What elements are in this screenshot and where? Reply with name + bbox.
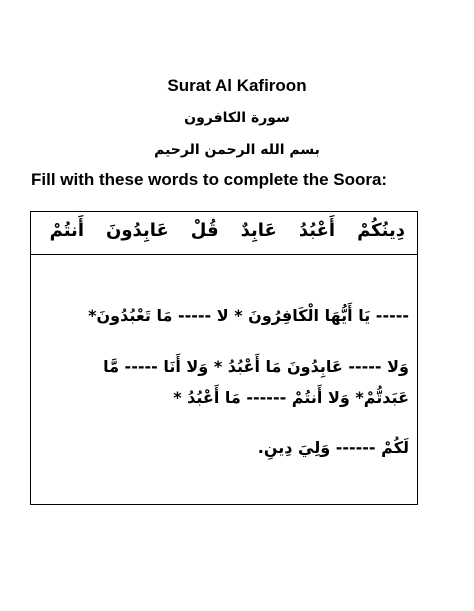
- word-bank: [50, 220, 405, 241]
- verse-line: ----- يَا أَيُّهَا الْكَافِرُونَ * لا ----- مَا تَعْبُدُونَ*: [88, 306, 409, 325]
- word-bank-item[interactable]: عَابِدٌ: [240, 220, 277, 241]
- word-bank-item[interactable]: أَعْبُدُ: [298, 220, 336, 241]
- verse-line: لَكُمْ ------ وَلِيَ دِينِ.: [257, 438, 409, 457]
- verse-line: عَبَدتُّمْ* وَلا أَنتُمْ ------ مَا أَعْبُدُ *: [173, 388, 409, 407]
- word-bank-item[interactable]: أَنتُمْ: [49, 220, 84, 241]
- verse-line: وَلا ----- عَابِدُونَ مَا أَعْبُدُ * وَلا أَنَا ----- مَّا: [103, 357, 409, 376]
- instruction-text: Fill with these words to complete the Soora:: [31, 170, 388, 189]
- word-bank-item[interactable]: قُلْ: [190, 220, 219, 241]
- word-bank-divider: [31, 254, 417, 255]
- word-bank-item[interactable]: عَابِدُونَ: [106, 220, 169, 241]
- page-title: Surat Al Kafiroon: [167, 76, 307, 95]
- exercise-box: [30, 211, 418, 505]
- word-bank-item[interactable]: دِينُكُمْ: [357, 220, 405, 241]
- basmala: بسم الله الرحمن الرحيم: [154, 142, 320, 158]
- surah-arabic-name: سورة الكافرون: [184, 110, 290, 126]
